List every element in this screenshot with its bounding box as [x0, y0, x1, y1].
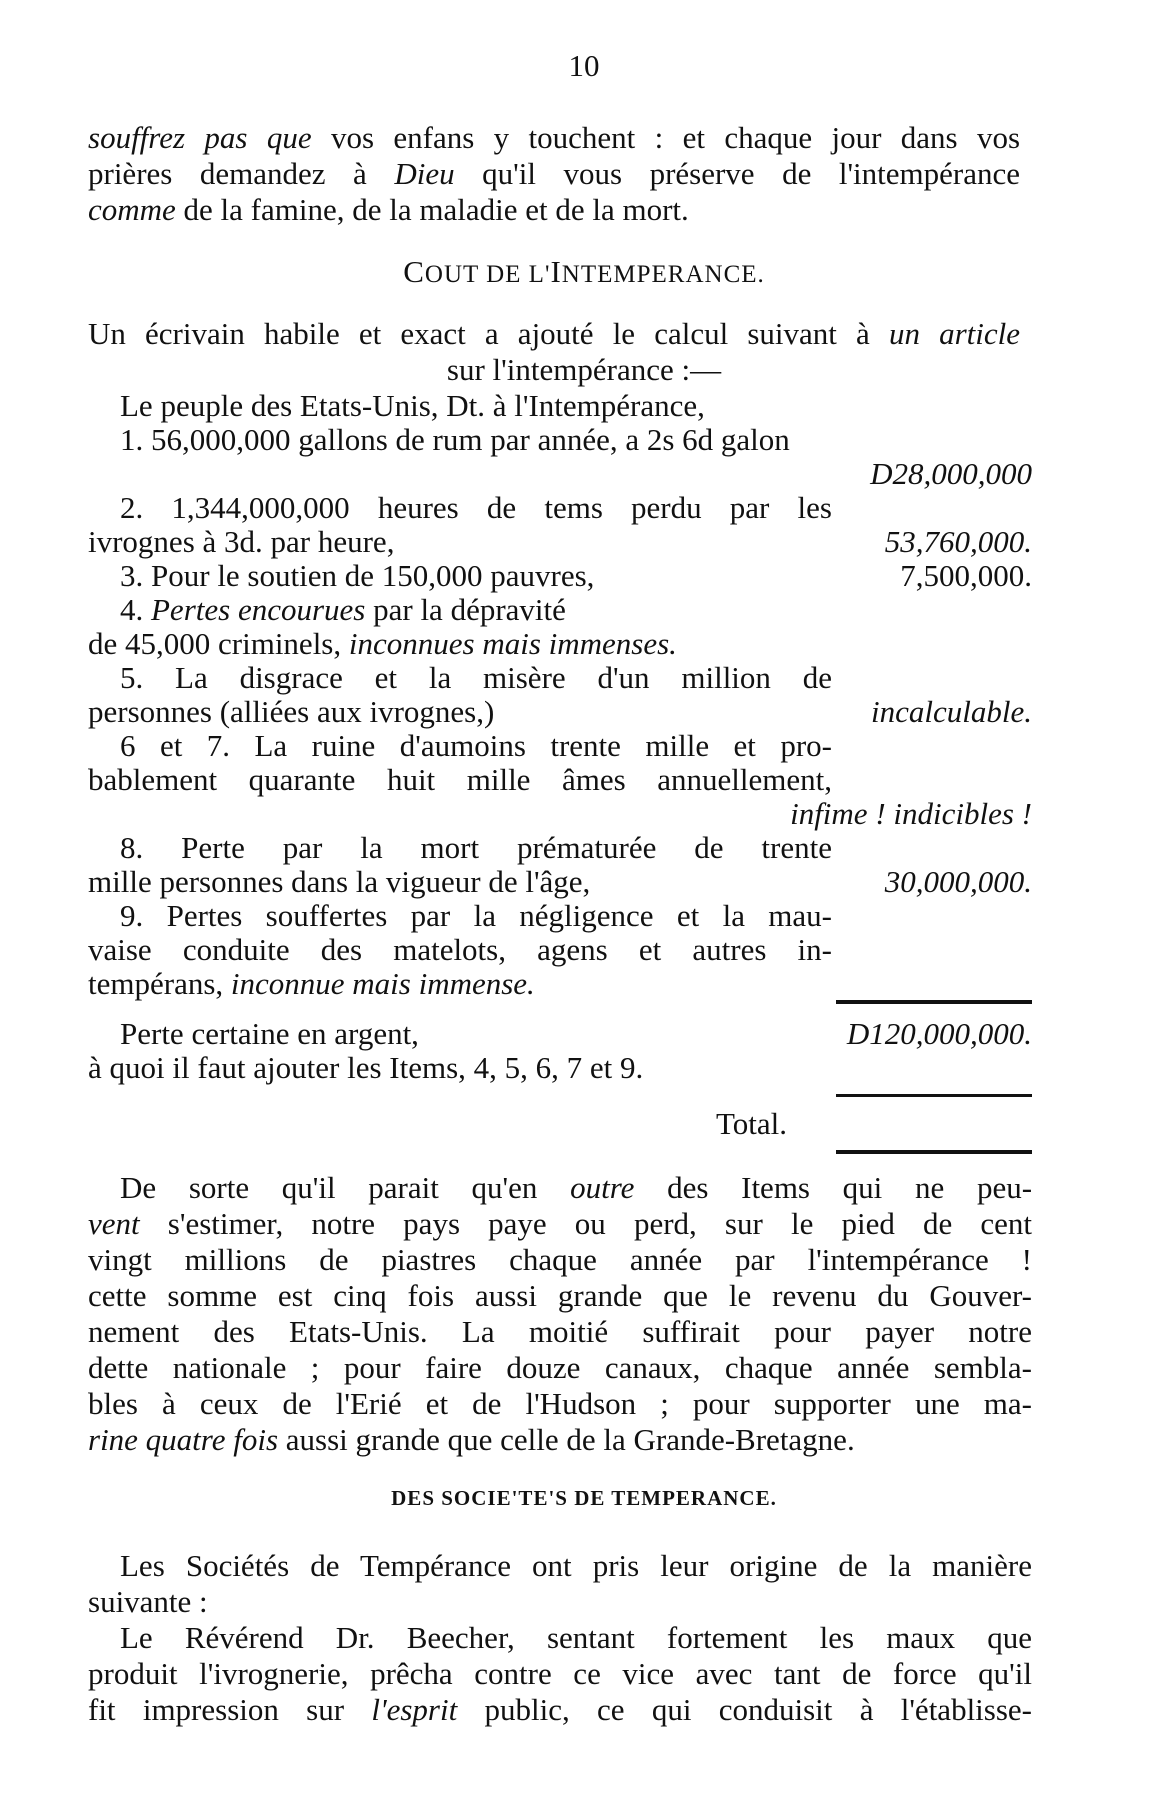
section-heading-societes: DES SOCIE'TE'S DE TEMPERANCE.	[391, 1486, 777, 1510]
item-4-line-1	[120, 592, 566, 628]
para2-text: des Items qui ne peu-	[667, 1170, 1033, 1205]
intro-word: pas que	[204, 120, 312, 155]
item-5-line-2: personnes (alliées aux ivrognes,)	[88, 694, 495, 729]
item-4-num: 4.	[120, 592, 144, 627]
item-6-line-2: bablement quarante huit mille âmes annuellement,	[88, 762, 832, 797]
certain-loss-label: Perte certaine en argent,	[120, 1016, 419, 1051]
para2-line-7: bles à ceux de l'Erié et de l'Hudson ; pour supporter une ma-	[88, 1386, 1032, 1421]
para2-text: s'estimer, notre pays paye ou perd, sur le pied de cent	[167, 1206, 1033, 1241]
para3-line-1: Les Sociétés de Tempérance ont pris leur origine de la manière	[120, 1548, 1032, 1583]
lead-text: Un écrivain habile et exact a ajouté le calcul suivant à	[88, 316, 870, 351]
para3-line-3: Le Révérend Dr. Beecher, sentant fortement les maux que	[120, 1620, 1032, 1655]
item-2-line-2: ivrognes à 3d. par heure,	[88, 524, 395, 559]
item-9-line-3	[88, 966, 535, 1002]
section-heading-cout	[0, 254, 1168, 290]
heading-initial: I	[550, 254, 562, 289]
intro-word: comme	[88, 192, 176, 227]
total-label: Total.	[716, 1106, 788, 1141]
para3-line-4: produit l'ivrognerie, prêcha contre ce vice avec tant de force qu'il	[88, 1656, 1032, 1691]
item-6-line-1: 6 et 7. La ruine d'aumoins trente mille et pro-	[120, 728, 832, 763]
add-items-line: à quoi il faut ajouter les Items, 4, 5, 6, 7 et 9.	[88, 1050, 644, 1085]
item-8-amount: 30,000,000.	[884, 864, 1032, 899]
lead-line-1	[88, 316, 1020, 352]
para2-italic: rine quatre fois	[88, 1422, 279, 1457]
intro-line-2	[88, 156, 1020, 192]
sum-rule-bottom	[836, 1150, 1032, 1154]
item-4-italic: Pertes encourues	[151, 592, 366, 627]
item-2-amount: 53,760,000.	[884, 524, 1032, 559]
heading-initial: C	[403, 254, 425, 289]
item-4-text: par la dépravité	[373, 592, 566, 627]
lead-italic: un article	[888, 316, 1020, 351]
item-9-line-1: 9. Pertes souffertes par la négligence et la mau-	[120, 898, 832, 933]
para2-text: De sorte qu'il parait qu'en	[120, 1170, 538, 1205]
item-8-line-2: mille personnes dans la vigueur de l'âge,	[88, 864, 591, 899]
para2-italic: outre	[570, 1170, 635, 1205]
para2-italic: vent	[88, 1206, 140, 1241]
heading-small-caps: NTEMPERANCE.	[561, 261, 765, 288]
para2-line-3: vingt millions de piastres chaque année par l'intempérance !	[88, 1242, 1032, 1277]
lead-line-3: Le peuple des Etats-Unis, Dt. à l'Intempérance,	[120, 388, 705, 423]
para2-line-2	[88, 1206, 1032, 1242]
intro-text: vos enfans y touchent : et chaque jour dans vos	[330, 120, 1021, 155]
intro-text: de la famine, de la maladie et de la mort.	[183, 192, 689, 227]
para3-line-5	[88, 1692, 1032, 1728]
intro-text: prières demandez à	[88, 156, 367, 191]
item-9-text: tempérans,	[88, 966, 224, 1001]
item-3-amount: 7,500,000.	[900, 558, 1032, 593]
para2-text: aussi grande que celle de la Grande-Bretagne.	[285, 1422, 855, 1457]
item-3: 3. Pour le soutien de 150,000 pauvres,	[120, 558, 595, 593]
intro-word: souffrez	[88, 120, 186, 155]
item-5-line-1: 5. La disgrace et la misère d'un million de	[120, 660, 832, 695]
para3-text: public, ce qui conduisit à l'établisse-	[484, 1692, 1033, 1727]
certain-loss-amount	[760, 1016, 1032, 1052]
item-2-line-1: 2. 1,344,000,000 heures de tems perdu par les	[120, 490, 832, 525]
sum-rule-middle	[836, 1094, 1032, 1097]
heading-small-caps: OUT DE L'	[424, 261, 551, 288]
intro-text: qu'il vous préserve de l'intempérance	[482, 156, 1021, 191]
item-9-italic: inconnue mais immense.	[230, 966, 535, 1001]
item-4-line-2	[88, 626, 677, 662]
certain-loss-value: D120,000,000.	[846, 1016, 1032, 1051]
para2-line-8	[88, 1422, 855, 1458]
sum-rule-top	[836, 1000, 1032, 1004]
para2-line-6: dette nationale ; pour faire douze canaux, chaque année sembla-	[88, 1350, 1032, 1385]
para3-italic: l'esprit	[371, 1692, 458, 1727]
item-8-line-1: 8. Perte par la mort prématurée de trente	[120, 830, 832, 865]
para2-line-5: nement des Etats-Unis. La moitié suffirait pour payer notre	[88, 1314, 1032, 1349]
para3-text: fit impression sur	[88, 1692, 345, 1727]
page-number: 10	[568, 48, 600, 83]
item-4-italic: inconnues mais immenses.	[348, 626, 677, 661]
item-1-amount: D28,000,000	[870, 456, 1032, 491]
item-1: 1. 56,000,000 gallons de rum par année, a 2s 6d galon	[120, 422, 790, 457]
item-6-amount: infime ! indicibles !	[790, 796, 1032, 831]
item-9-line-2: vaise conduite des matelots, agens et autres in-	[88, 932, 832, 967]
lead-line-2: sur l'intempérance :—	[446, 352, 722, 387]
item-5-amount: incalculable.	[871, 694, 1032, 729]
intro-line-3	[88, 192, 689, 228]
para2-line-4: cette somme est cinq fois aussi grande que le revenu du Gouver-	[88, 1278, 1032, 1313]
para3-line-2: suivante :	[88, 1584, 208, 1619]
intro-line-1	[88, 120, 1020, 156]
item-4-text: de 45,000 criminels,	[88, 626, 342, 661]
intro-word: Dieu	[394, 156, 455, 191]
para2-line-1	[120, 1170, 1032, 1206]
